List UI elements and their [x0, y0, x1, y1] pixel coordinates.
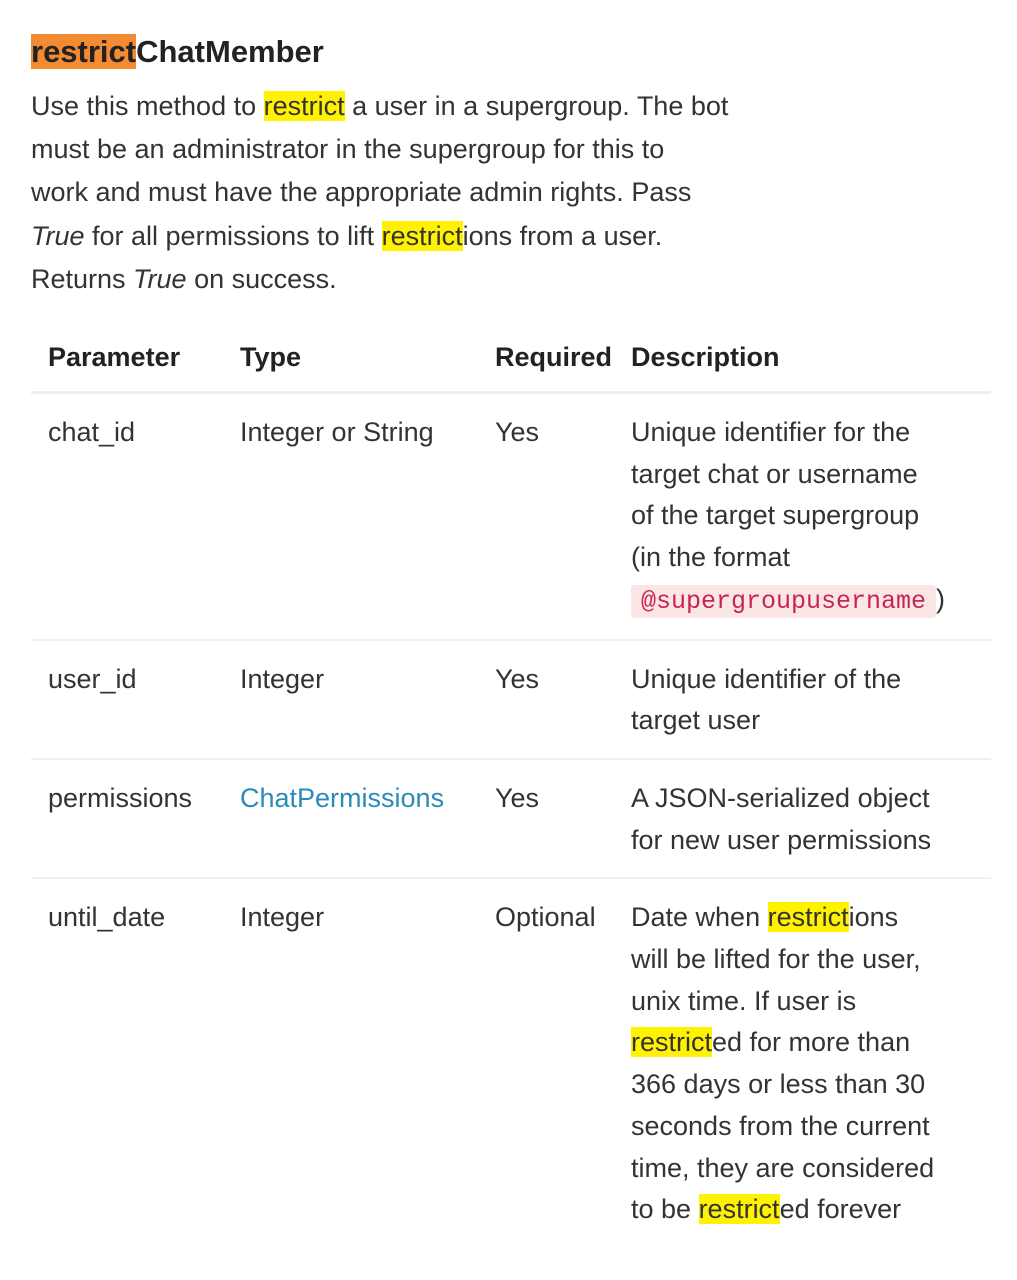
intro-line-4	[31, 215, 811, 258]
intro-text: Returns	[31, 263, 134, 294]
search-highlight: restrict	[381, 220, 463, 251]
description-line: 366 days or less than 30	[631, 1069, 926, 1100]
cell-required: Optional	[495, 902, 596, 933]
description-line: time, they are considered	[631, 1152, 935, 1183]
cell-description	[628, 640, 991, 759]
description-text: to be	[631, 1194, 699, 1225]
description-line: (in the format	[631, 542, 791, 573]
table-row	[31, 640, 991, 759]
description-line: unix time. If user is	[631, 985, 857, 1016]
title-rest: ChatMember	[136, 34, 324, 69]
description-line: Unique identifier of the	[631, 663, 902, 694]
search-highlight: restrict	[263, 91, 345, 121]
cell-description	[628, 878, 991, 1247]
description-line: Unique identifier for the	[631, 417, 911, 447]
description-line: A JSON-serialized object	[631, 782, 930, 813]
chat-permissions-link[interactable]: ChatPermissions	[240, 782, 445, 813]
search-highlight: restrict	[631, 1027, 712, 1058]
header-parameter: Parameter	[31, 323, 223, 393]
title-search-highlight: restrict	[31, 34, 137, 69]
cell-description	[628, 393, 991, 640]
cell-parameter: permissions	[31, 759, 223, 878]
intro-text: on success.	[186, 263, 337, 294]
description-text: Date when	[631, 902, 768, 933]
intro-text: ions from a user.	[462, 220, 663, 251]
description-line: target chat or username	[631, 458, 918, 489]
cell-type: Integer	[223, 640, 477, 759]
table-row	[31, 759, 991, 878]
description-text: ions	[848, 902, 899, 933]
search-highlight: restrict	[698, 1194, 780, 1225]
intro-italic: True	[133, 263, 187, 294]
cell-parameter: chat_id	[31, 393, 223, 640]
description-text: )	[936, 583, 946, 614]
method-title	[31, 32, 324, 72]
intro-line-3: work and must have the appropriate admin rights. Pass	[31, 177, 692, 208]
parameters-table	[31, 323, 991, 1247]
description-line: seconds from the current	[631, 1110, 930, 1141]
description-line: of the target supergroup	[631, 500, 920, 531]
table-row	[31, 393, 991, 640]
description-line	[631, 897, 991, 939]
table-header-row	[31, 323, 991, 393]
description-line	[631, 1189, 991, 1231]
description-line: will be lifted for the user,	[631, 944, 921, 975]
cell-description	[628, 759, 991, 878]
intro-text: for all permissions to lift	[84, 220, 382, 251]
cell-type: Integer or String	[223, 393, 477, 640]
intro-text: Use this method to	[31, 91, 264, 121]
intro-text: a user in a supergroup. The bot	[344, 91, 729, 121]
inline-code: @supergroupusername	[631, 585, 936, 618]
cell-required: Yes	[477, 640, 628, 759]
intro-italic: True	[31, 220, 85, 251]
description-line	[631, 1022, 991, 1064]
intro-line-1	[31, 85, 811, 128]
cell-type	[223, 759, 477, 878]
intro-line-2: must be an administrator in the supergroup for this to	[31, 134, 665, 165]
cell-type: Integer	[240, 902, 325, 933]
method-description	[31, 85, 811, 301]
intro-line-5	[31, 258, 811, 301]
cell-required: Yes	[477, 393, 628, 640]
description-line	[631, 579, 991, 623]
description-line: for new user permissions	[631, 824, 932, 855]
header-type: Type	[223, 323, 477, 393]
description-text: ed for more than	[712, 1027, 911, 1058]
description-text: ed forever	[779, 1194, 902, 1225]
header-description: Description	[628, 323, 991, 393]
cell-parameter: until_date	[48, 902, 166, 933]
header-required: Required	[477, 323, 628, 393]
search-highlight: restrict	[767, 902, 849, 933]
cell-required: Yes	[477, 759, 628, 878]
cell-parameter: user_id	[31, 640, 223, 759]
description-line: target user	[631, 705, 761, 736]
table-row	[31, 878, 991, 1247]
